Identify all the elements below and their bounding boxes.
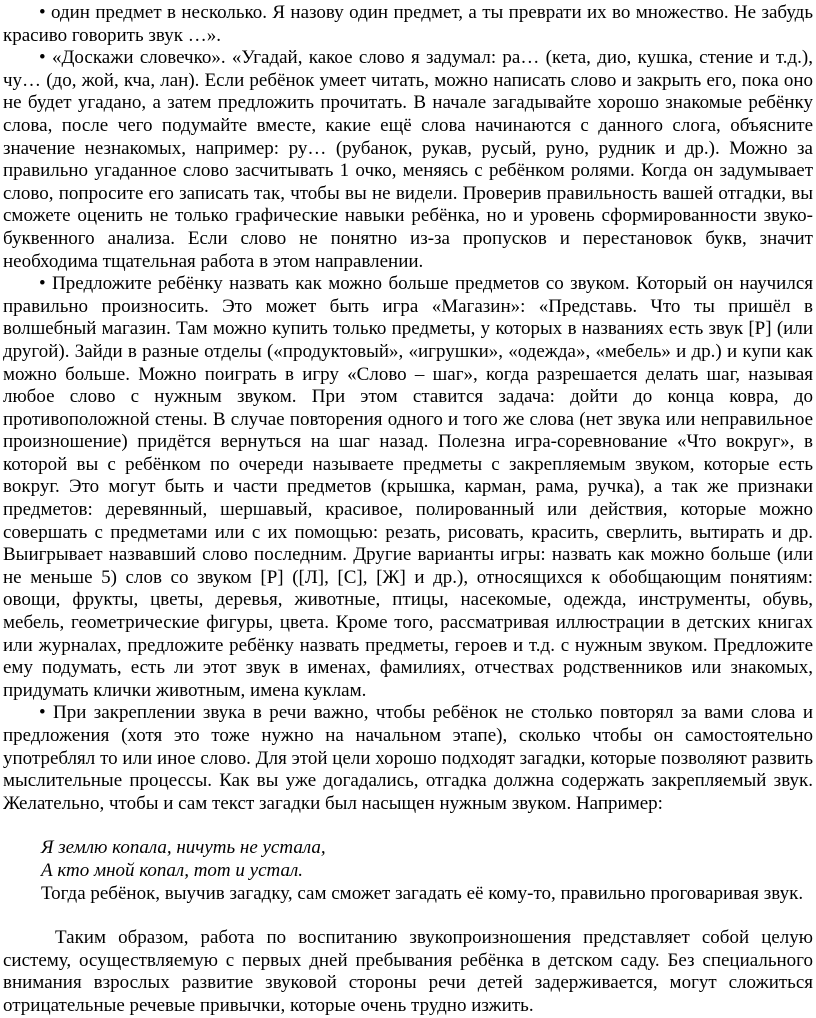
paragraph-riddles: • При закреплении звука в речи важно, чтобы ребёнок не столько повторял за вами слова и предложения (хотя это тоже нужно на начальном этапе), сколько чтобы он самостоятельно употреблял то или иное слово. Для этой цели хорошо подходят загадки, которые позволяют развить мыслительные процессы. Как вы уже догадались, отгадка должна содержать закрепляемый звук. Желательно, чтобы и сам текст загадки был насыщен нужным звуком. Например:	[3, 702, 813, 814]
riddle-line-2: А кто мной копал, тот и устал.	[41, 859, 304, 881]
paragraph-conclusion: Таким образом, работа по воспитанию звукопроизношения представляет собой целую систему, осуществляемую с первых дней пребывания ребёнка в детском саду. Без специального внимания взрослых развитие звуковой стороны речи детей задерживается, могут сложиться отрицательные речевые привычки, которые очень трудно изжить.	[3, 927, 813, 1016]
spacer	[3, 905, 813, 927]
paragraph-riddle-followup: Тогда ребёнок, выучив загадку, сам сможет загадать её кому-то, правильно проговаривая звук.	[41, 882, 804, 904]
spacer	[3, 815, 813, 837]
paragraph-shop-game: • Предложите ребёнку назвать как можно больше предметов со звуком. Который он научился правильно произносить. Это может быть игра «Магазин»: «Представь. Что ты пришёл в волшебный магазин. Там можно купить только предметы, у которых в названиях есть звук [Р] (или другой). Зайди в разные отделы («продуктовый», «игрушки», «одежда», «мебель» и др.) и купи как можно больше. Можно поиграть в игру «Слово – шаг», когда разрешается делать шаг, называя любое слово с нужным звуком. При этом ставится задача: дойти до конца ковра, до противоположной стены. В случае повторения одного и того же слова (нет звука или неправильное произношение) придётся вернуться на шаг назад. Полезна игра-соревнование «Что вокруг», в которой вы с ребёнком по очереди называете предметы с закрепляемым звуком, которые есть вокруг. Это могут быть и части предметов (крышка, карман, рама, ручка), а так же признаки предметов: деревянный, шершавый, красивое, полированный или действия, которые можно совершать с предметами или с их помощью: резать, рисовать, красить, сверлить, вытирать и др. Выигрывает назвавший слово последним. Другие варианты игры: назвать как можно больше (или не меньше 5) слов со звуком [Р] ([Л], [С], [Ж] и др.), относящихся к обобщающим понятиям: овощи, фрукты, цветы, деревья, животные, птицы, насекомые, одежда, инструменты, обувь, мебель, геометрические фигуры, цвета. Кроме того, рассматривая иллюстрации в детских книгах или журналах, предложите ребёнку назвать предметы, героев и т.д. с нужным звуком. Предложите ему подумать, есть ли этот звук в именах, фамилиях, отчествах родственников или знакомых, придумать клички животным, имена куклам.	[3, 273, 813, 701]
paragraph-finish-word: • «Доскажи словечко». «Угадай, какое слово я задумал: ра… (кета, дио, кушка, стение и т.д.), чу… (до, жой, кча, лан). Если ребёнок умеет читать, можно написать слово и закрыть его, пока оно не будет угадано, а затем предложить прочитать. В начале загадывайте хорошо знакомые ребёнку слова, после чего подумайте вместе, какие ещё слова начинаются с данного слога, объясните значение незнакомых, например: ру… (рубанок, рукав, русый, руно, рудник и др.). Можно за правильно угаданное слово засчитывать 1 очко, меняясь с ребёнком ролями. Когда он задумывает слово, попросите его записать так, чтобы вы не видели. Проверив правильность вашей отгадки, вы сможете оценить не только графические навыки ребёнка, но и уровень сформированности звуко-буквенного анализа. Если слово не понятно из-за пропусков и перестановок букв, значит необходима тщательная работа в этом направлении.	[3, 47, 813, 272]
paragraph-game-plural: • один предмет в несколько. Я назову один предмет, а ты преврати их во множество. Не забудь красиво говорить звук …».	[3, 2, 813, 46]
riddle-line-1: Я землю копала, ничуть не устала,	[41, 837, 326, 859]
